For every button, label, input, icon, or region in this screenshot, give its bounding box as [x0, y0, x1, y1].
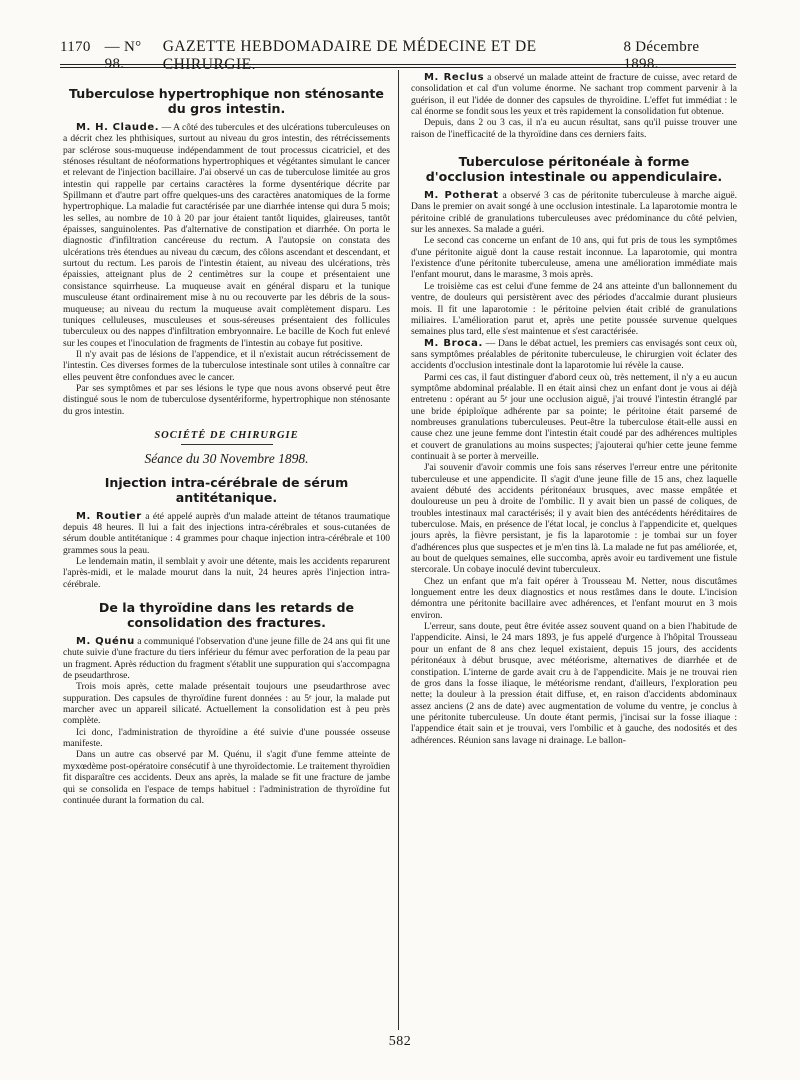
article-paragraph: Le second cas concerne un enfant de 10 ans, qui fut pris de tous les symptômes d'une péritonite aiguë dont la cause restait inconnue. La laparotomie, qui montra l'existence d'une péritonite tuberculeuse, amena une amélioration immédiate mais l'enfant mourut, dans le marasme, 3 mois après.	[411, 235, 737, 281]
right-column	[411, 72, 737, 746]
author-name: M. Quénu	[76, 636, 135, 648]
journal-title: GAZETTE HEBDOMADAIRE DE MÉDECINE ET DE CHIRURGIE.	[162, 38, 537, 73]
article-paragraph: M. H. Claude. — A côté des tubercules et des ulcérations tuberculeuses on a décrit chez les phthisiques, surtout au niveau du gros intestin, des rétrécissements par sclérose sous-muqueuse indépendamment de tout processus cicatriciel, et des sténoses résultant de néoformations hypertrophiques et végétantes simulant le cancer et relevant de l'injection bacillaire. J'ai observé un cas de tuberculose limitée au gros intestin qui rappelle par certains caractères la forme dysentérique décrite par Spillmann et d'autre part offre quelques-uns des caractères anatomiques de la forme hypertrophique. La maladie fut caractérisée par une diarrhée intense qui dura 5 mois; les selles, au nombre de 10 à 20 par jour étaient tantôt liquides, glaireuses, tantôt épaisses, sanguinolentes. Pas d'alternative de constipation et diarrhée. On porta le diagnostic d'infiltration cancéreuse du rectum. A l'autopsie on constata des ulcérations très étendues au niveau du cæcum, des côlons ascendant et descendant, et surtout du rectum. Les parois de l'intestin étaient, au niveau des ulcérations, très épaissies, atteignant plus de 2 centimètres sur la coupe et présentaient une consistance squirrheuse. La muqueuse avait en général disparu et la tunique musculeuse étant ordinairement mise à nu ou recouverte par les débris de la sous-muqueuse; au niveau du rectum la muqueuse avait complètement disparu. Les tuniques celluleuses, musculeuses et sous-séreuses présentaient des follicules tuberculeux ou des nappes d'infiltration embryonnaire. Le bacille de Koch fut enlevé sur les coupes et l'inoculation de fragments de l'intestin au cobaye fut positive.	[63, 122, 390, 349]
article-paragraph: M. Potherat a observé 3 cas de péritonite tuberculeuse à marche aiguë. Dans le premier on avait songé à une occlusion intestinale. La laparotomie montra le péritoine criblé de granulations tuberculeuses avec prédominance du côté pelvien, sur les annexes. Sa malade a guéri.	[411, 190, 737, 236]
article-paragraph: Le troisième cas est celui d'une femme de 24 ans atteinte d'un ballonnement du ventre, de douleurs qui persistèrent avec des périodes d'accalmie durant plusieurs mois. Il fit une laparotomie : le péritoine pelvien était criblé de granulations miliaires. L'amélioration parut et, après une petite poussée survenue quelques semaines plus tard, elle s'est maintenue et s'est caractérisée.	[411, 280, 737, 338]
article-paragraph: M. Broca. — Dans le débat actuel, les premiers cas envisagés sont ceux où, sans symptômes préalables de péritonite tuberculeuse, le chirurgien voit éclater des accidents d'occlusion intestinale dont la laparotomie lui révèle la cause.	[411, 337, 738, 372]
section-rule	[181, 444, 273, 445]
header-rule	[60, 64, 736, 65]
issue-date: 8 Décembre 1898.	[623, 39, 700, 72]
article-paragraph: M. Quénu a communiqué l'observation d'une jeune fille de 24 ans qui fit une chute suivie d'une fracture du tiers inférieur du fémur avec perforation de la peau par un fragment. Après réduction du fragment s'établit une suppuration qui s'accompagna de pseudarthrose.	[63, 636, 390, 682]
article-paragraph: M. Reclus a observé un malade atteint de fracture de cuisse, avec retard de consolidation et cal d'un volume énorme. Ne sachant trop comment parvenir à la guérison, il eut l'idée de donner des capsules de thyroïdine. L'effet fut immédiat : le cal énorme se fondit sous les yeux et très rapidement la consolidation fut obtenue.	[411, 72, 737, 118]
author-name: M. Reclus	[424, 72, 485, 83]
article-paragraph: Parmi ces cas, il faut distinguer d'abord ceux où, très nettement, il n'y a eu aucun symptôme abdominal préalable. Il en était ainsi chez un enfant dont je vous ai déjà entretenu : opérant au 5ᵉ jour une occlusion aiguë, j'ai trouvé l'intestin étranglé par une bride épiploïque adhérente par sa pointe; le péritoine était parsemé de nombreuses granulations tuberculeuses. Peut-être la tuberculose était-elle aussi en cause chez une jeune femme dont l'intestin était coudé par des adhérences multiples et couvert de granulations au moins suspectes; j'ajouterai qu'hier cette jeune femme continuait à se porter à merveille.	[411, 371, 737, 462]
article-paragraph: Le lendemain matin, il semblait y avoir une détente, mais les accidents reparurent l'après-midi, et le malade mourut dans la nuit, 24 heures après l'injection intra-cérébrale.	[63, 556, 390, 590]
article-paragraph: Il n'y avait pas de lésions de l'appendice, et il n'existait aucun rétrécissement de l'intestin. Ces diverses formes de la tuberculose intestinale sont utiles à connaître car elles peuvent être confondues avec le cancer.	[63, 348, 390, 383]
article-paragraph: Chez un enfant que m'a fait opérer à Trousseau M. Netter, nous discutâmes longuement entre les deux diagnostics et nous restâmes dans le doute. L'incision démontra une péritonite bacillaire avec adhérences, et l'enfant mourut en 3 mois environ.	[411, 575, 737, 621]
header-rule-thin	[60, 67, 736, 68]
article-paragraph: Trois mois après, cette malade présentait toujours une pseudarthrose avec suppuration. Des capsules de thyroïdine furent données : au 5ᵉ jour, la malade put marcher avec un appareil silicaté. Actuellement la consolidation est à peu près complète.	[63, 681, 390, 727]
author-name: M. Routier	[76, 510, 142, 522]
article-paragraph: J'ai souvenir d'avoir commis une fois sans réserves l'erreur entre une péritonite tuberculeuse et une appendicite. Il s'agit d'une jeune fille de 15 ans, chez laquelle avaient débuté des accidents péritonéaux brusques, avec masse empâtée et douloureuse un peu à droite de l'ombilic. Il y avait bien un passé de coliques, de troubles intestinaux mal caractérisés; il y avait bien des antécédents héréditaires de tuberculose. Mais, en présence de l'état local, je conclus à l'appendicite et, quelques jours après, la fièvre persistant, je fis la laparotomie : je tombai sur un foyer d'adhérences plus que suspectes et je m'en tins là. La malade ne fut pas améliorée, et, au bout de quelques semaines, elle succomba, après avoir eu tardivement une fistule stercorale. Un cobaye inoculé devint tuberculeux.	[411, 462, 737, 576]
author-name: M. H. Claude.	[76, 122, 160, 133]
running-header	[60, 38, 736, 73]
article-paragraph: L'erreur, sans doute, peut être évitée assez souvent quand on a bien l'habitude de l'appendicite. Ainsi, le 24 mars 1893, je fus appelé d'urgence à l'hôpital Trousseau pour un enfant de 8 ans chez lequel existaient, depuis 15 jours, des accidents péritonéaux à début brusque, avec météorisme, alternatives de diarrhée et de constipation. L'interne de garde avait cru à de l'appendicite. Mais je ne trouvai rien de gros dans la fosse iliaque, le météorisme rendant, d'ailleurs, l'exploration peu nette; la douleur à la pression était diffuse, et, en raison d'accidents abdominaux assez anciens (2 ans de date) avec augmentation de volume du ventre, je conclus à une péritonite tuberculeuse. Un doute étant permis, j'incisai sur la fosse iliaque : l'appendice était sain et je trouvai, vers l'ombilic et à gauche, des nodosités et des adhérences. Réunion sans lavage ni drainage. Le ballon-	[411, 621, 737, 746]
article-paragraph: Ici donc, l'administration de thyroïdine a été suivie d'une poussée osseuse manifeste.	[63, 726, 390, 750]
page-folio: 582	[388, 1034, 412, 1049]
article-paragraph: Par ses symptômes et par ses lésions le type que nous avons observé peut être distingué sous le nom de tuberculose dysentériforme, hypertrophique non sténosante du gros intestin.	[63, 382, 390, 417]
page-number: 1170	[60, 39, 91, 55]
article-paragraph: M. Routier a été appelé auprès d'un malade atteint de tétanos traumatique depuis 48 heures. Il lui a fait des injections intra-cérébrales et sous-cutanées de sérum double antitétanique : 4 grammes pour chaque injection intra-cérébrale et 100 grammes sous la peau.	[63, 510, 390, 556]
article-title: Injection intra-cérébrale de sérum antitétanique.	[104, 474, 349, 505]
author-name: M. Potherat	[424, 190, 499, 202]
issue-number: — N° 98.	[104, 39, 142, 72]
article-paragraph: Depuis, dans 2 ou 3 cas, il n'a eu aucun résultat, sans qu'il puisse trouver une raison de l'inefficacité de la thyroïdine dans ces derniers faits.	[411, 117, 737, 140]
left-column	[63, 72, 390, 806]
article-title: De la thyroïdine dans les retards de consolidation des fractures.	[98, 600, 355, 631]
article-title: Tuberculose péritonéale à forme d'occlusion intestinale ou appendiculaire.	[425, 154, 723, 185]
section-heading: SOCIÉTÉ DE CHIRURGIE	[154, 429, 299, 441]
article-title: Tuberculose hypertrophique non sténosante du gros intestin.	[69, 86, 384, 116]
session-date: Séance du 30 Novembre 1898.	[144, 451, 309, 467]
author-name: M. Broca.	[424, 337, 483, 349]
column-divider	[398, 70, 399, 1030]
article-paragraph: Dans un autre cas observé par M. Quénu, il s'agit d'une femme atteinte de myxœdème post-opératoire consécutif à une thyroïdectomie. Le traitement thyroïdien fit disparaître ces accidents. Deux ans après, la malade se fit une fracture de jambe qui se consolida en l'espace de temps habituel : l'administration de thyroïdine fut continuée durant la formation du cal.	[63, 749, 390, 806]
